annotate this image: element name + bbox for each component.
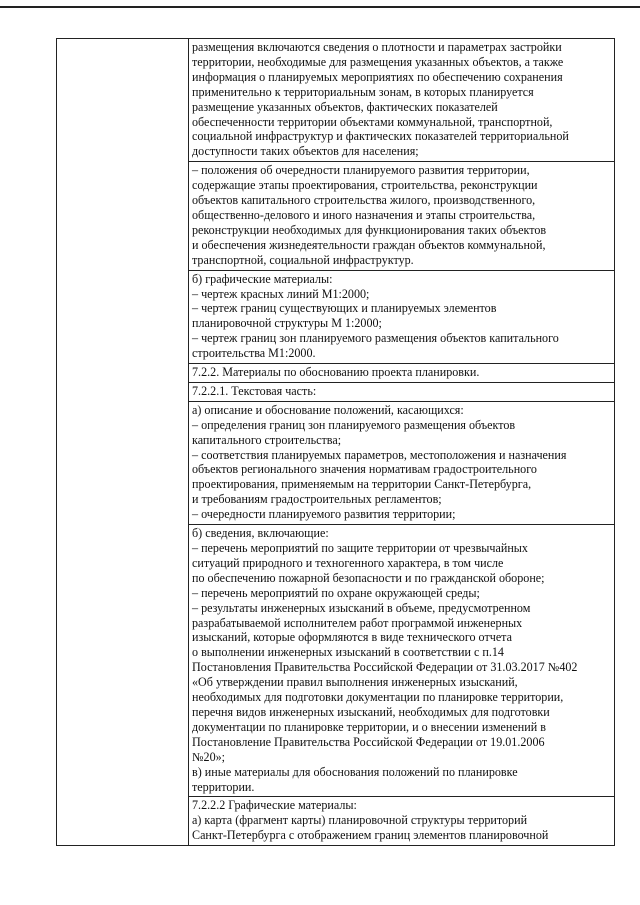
text-line: применительно к территориальным зонам, в которых планируется [192,84,534,99]
text-line: доступности таких объектов для населения; [192,144,419,159]
text-line: территории, необходимые для размещения указанных объектов, а также [192,54,564,69]
text-line: обеспеченности территории объектами коммунальной, транспортной, [192,114,553,129]
text-line: содержащие этапы проектирования, строительства, реконструкции [192,178,538,193]
text-line: о выполнении инженерных изысканий в соответствии с п.14 [192,645,504,660]
text-line: Санкт-Петербурга с отображением границ элементов планировочной [192,828,549,843]
text-line: капитального строительства; [192,432,342,447]
text-line: социальной инфраструктур и фактических показателей территориальной [192,129,569,144]
text-line: б) сведения, включающие: [192,526,329,541]
text-line: общественно-делового и иного назначения и этапы строительства, [192,207,536,222]
text-line: – соответствия планируемых параметров, местоположения и назначения [192,447,567,462]
text-line: строительства М1:2000. [192,346,316,361]
text-line: необходимых для подготовки документации по планировке территории, [192,690,564,705]
top-rule [0,6,640,8]
paragraph [189,364,614,383]
text-line: ситуаций природного и техногенного характера, в том числе [192,555,504,570]
text-line: №20»; [192,749,226,764]
text-line: 7.2.2.1. Текстовая часть: [192,383,317,398]
text-line: изысканий, которые оформляются в виде технического отчета [192,630,512,645]
paragraph-list [189,39,614,845]
text-line: планировочной структуры М 1:2000; [192,316,382,331]
text-line: – положения об очередности планируемого развития территории, [192,163,530,178]
paragraph [189,162,614,270]
paragraph [189,402,614,525]
table-row [57,39,615,846]
text-line: объектов регионального значения нормативам градостроительного [192,462,537,477]
text-line: в) иные материалы для обоснования положений по планировке [192,764,518,779]
text-line: – чертеж границ существующих и планируемых элементов [192,301,497,316]
text-line: по обеспечению пожарной безопасности и по гражданской обороне; [192,570,545,585]
text-line: транспортной, социальной инфраструктур. [192,252,414,267]
text-line: проектирования, применяемым на территории Санкт-Петербурга, [192,477,532,492]
paragraph [189,271,614,364]
paragraph [189,383,614,402]
left-column [57,39,189,846]
text-line: – перечень мероприятий по охране окружающей среды; [192,585,480,600]
text-line: размещение указанных объектов, фактических показателей [192,99,498,114]
text-line: – чертеж границ зон планируемого размещения объектов капитального [192,331,559,346]
text-line: – очередности планируемого развития территории; [192,507,456,522]
text-line: размещения включаются сведения о плотности и параметрах застройки [192,40,562,54]
paragraph [189,525,614,797]
paragraph [189,797,614,845]
paragraph [189,39,614,162]
text-line: объектов капитального строительства жилого, производственного, [192,193,536,208]
text-line: реконструкции необходимых для функционирования таких объектов [192,222,547,237]
text-line: – чертеж красных линий М1:2000; [192,286,370,301]
text-line: и обеспечения жизнедеятельности граждан объектов коммунальной, [192,237,546,252]
text-line: и требованиям градостроительных регламентов; [192,492,442,507]
text-line: 7.2.2.2 Графические материалы: [192,798,357,813]
text-line: – определения границ зон планируемого размещения объектов [192,417,516,432]
text-line: б) графические материалы: [192,271,333,286]
text-line: документации по планировке территории, и о внесении изменений в [192,719,546,734]
text-line: разрабатываемой исполнителем работ программой инженерных [192,615,523,630]
text-line: – результаты инженерных изысканий в объеме, предусмотренном [192,600,531,615]
text-line: – перечень мероприятий по защите территории от чрезвычайных [192,541,528,555]
text-line: территории. [192,779,255,794]
text-line: «Об утверждении правил выполнения инженерных изысканий, [192,675,518,690]
text-line: а) описание и обоснование положений, касающихся: [192,402,464,417]
text-line: Постановление Правительства Российской Федерации от 19.01.2006 [192,734,545,749]
text-line: перечня видов инженерных изысканий, необходимых для подготовки [192,704,550,719]
right-column [189,39,615,846]
text-line: информация о планируемых мероприятиях по обеспечению сохранения [192,69,563,84]
text-line: Постановления Правительства Российской Федерации от 31.03.2017 №402 [192,660,578,675]
document-table [56,38,615,846]
text-line: а) карта (фрагмент карты) планировочной структуры территорий [192,813,528,828]
text-line: 7.2.2. Материалы по обоснованию проекта планировки. [192,365,480,380]
